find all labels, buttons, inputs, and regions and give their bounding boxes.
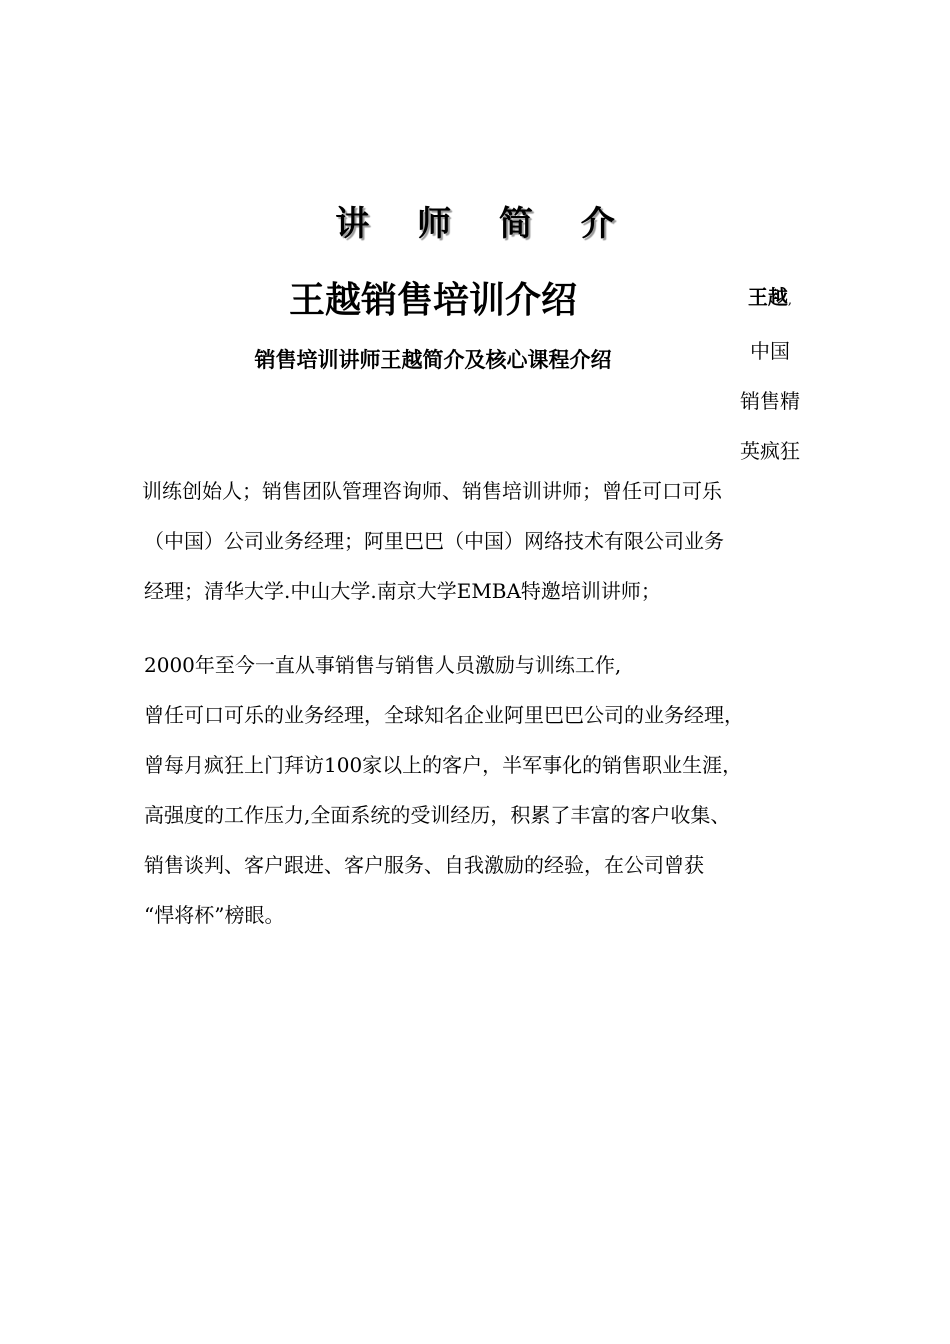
side-line-1: 中国 bbox=[750, 339, 790, 363]
bio-line: 经理；清华大学.中山大学.南京大学EMBA特邀培训讲师； bbox=[144, 579, 661, 603]
sub-heading: 王越销售培训介绍 bbox=[288, 279, 577, 321]
experience-line: 高强度的工作压力,全面系统的受训经历，积累了丰富的客户收集、 bbox=[144, 803, 731, 827]
main-heading: 讲 师 简 介 bbox=[335, 204, 633, 244]
side-line-2: 销售精 bbox=[740, 389, 800, 413]
side-line-3: 英疯狂 bbox=[740, 439, 800, 463]
experience-line: 2000年至今一直从事销售与销售人员激励与训练工作, bbox=[144, 653, 622, 677]
side-name-line bbox=[730, 272, 810, 326]
side-column bbox=[730, 272, 810, 476]
bio-line: 训练创始人；销售团队管理咨询师、销售培训讲师；曾任可口可乐 bbox=[142, 479, 722, 503]
bio-line: （中国）公司业务经理；阿里巴巴（中国）网络技术有限公司业务 bbox=[144, 529, 724, 553]
name-comma: , bbox=[787, 293, 793, 308]
experience-paragraph bbox=[144, 640, 844, 940]
experience-line: 曾每月疯狂上门拜访100家以上的客户，半军事化的销售职业生涯， bbox=[144, 753, 743, 777]
bio-paragraph bbox=[144, 466, 834, 616]
tertiary-heading: 销售培训讲师王越简介及核心课程介绍 bbox=[254, 347, 612, 372]
experience-line: 曾任可口可乐的业务经理，全球知名企业阿里巴巴公司的业务经理， bbox=[144, 703, 744, 727]
experience-line: 销售谈判、客户跟进、客户服务、自我激励的经验，在公司曾获 bbox=[144, 853, 704, 877]
lecturer-name: 王越 bbox=[747, 285, 788, 309]
experience-line: “悍将杯”榜眼。 bbox=[144, 903, 285, 927]
